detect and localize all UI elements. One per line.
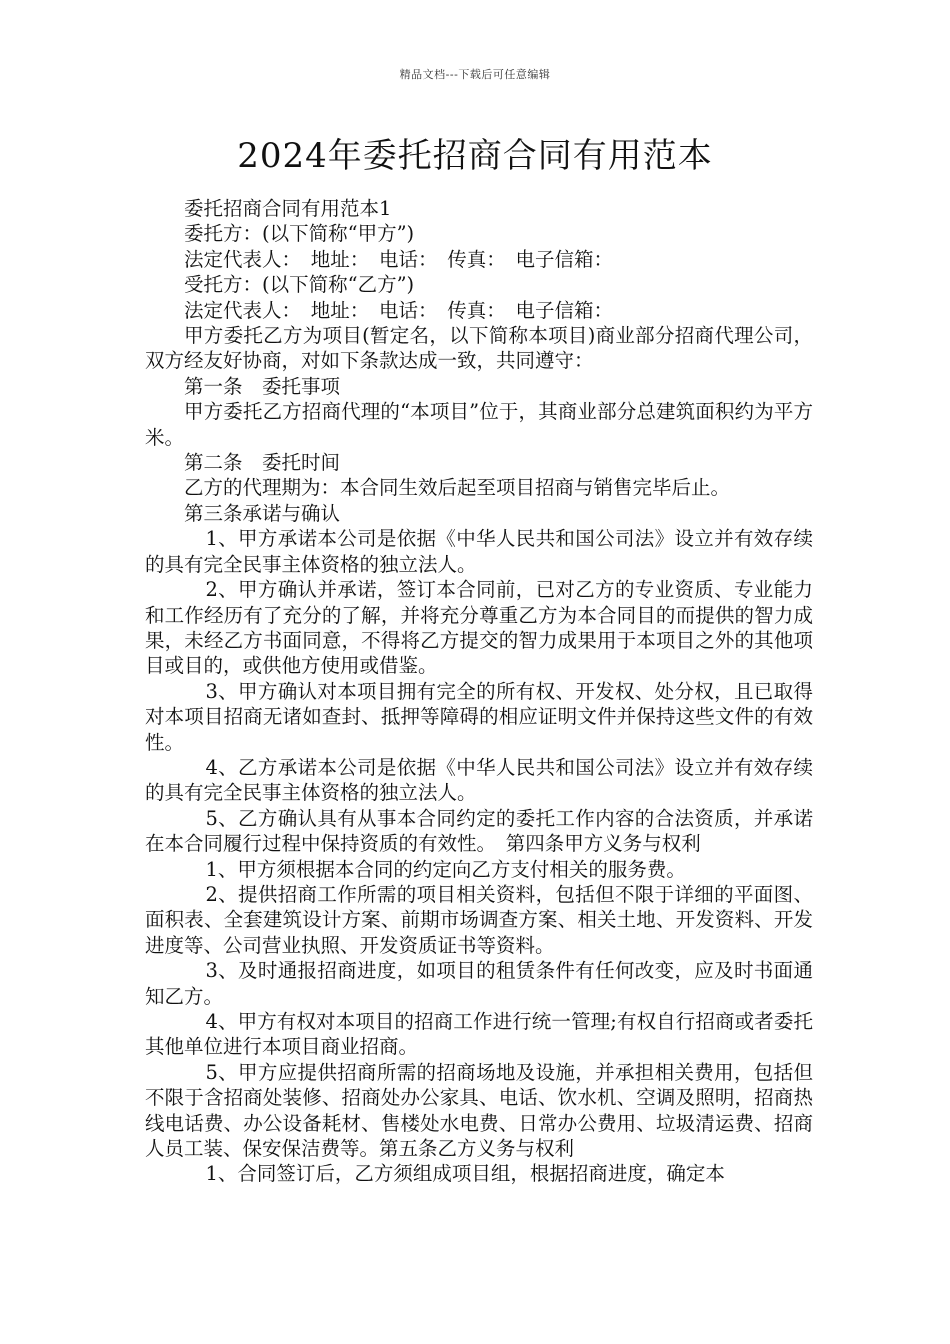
paragraph-party-b: 受托方：(以下简称“乙方”) [184, 273, 415, 297]
article-4-item-3: 3、及时通报招商进度，如项目的租赁条件有任何改变，应及时书面通知乙方。 [145, 959, 813, 1008]
document-body [145, 196, 813, 1187]
article-1-heading: 第一条 委托事项 [184, 374, 341, 398]
article-5-item-1: 1、合同签订后，乙方须组成项目组，根据招商进度，确定本 [205, 1162, 725, 1186]
paragraph-party-b-contact: 法定代表人： 地址： 电话： 传真： 电子信箱： [184, 298, 614, 322]
article-3-item-2: 2、甲方确认并承诺，签订本合同前，已对乙方的专业资质、专业能力和工作经历有了充分的了解，并将充分尊重乙方为本合同目的而提供的智力成果，未经乙方书面同意，不得将乙方提交的智力成果用于本项目之外的其他项目或目的，或供他方使用或借鉴。 [145, 578, 813, 678]
paragraph-party-a-contact: 法定代表人： 地址： 电话： 传真： 电子信箱： [184, 247, 614, 271]
article-3-item-5: 5、乙方确认具有从事本合同约定的委托工作内容的合法资质，并承诺在本合同履行过程中保持资质的有效性。 第四条甲方义务与权利 [145, 806, 813, 856]
paragraph-subtitle: 委托招商合同有用范本1 [184, 197, 392, 220]
document-title: 2024年委托招商合同有用范本 [237, 136, 713, 176]
article-1-text: 甲方委托乙方招商代理的“本项目”位于，其商业部分总建筑面积约为平方米。 [145, 400, 813, 449]
article-4-item-4: 4、甲方有权对本项目的招商工作进行统一管理;有权自行招商或者委托其他单位进行本项目商业招商。 [145, 1010, 813, 1059]
article-2-heading: 第二条 委托时间 [184, 451, 341, 475]
article-4-item-2: 2、提供招商工作所需的项目相关资料，包括但不限于详细的平面图、面积表、全套建筑设计方案、前期市场调查方案、相关土地、开发资料、开发进度等、公司营业执照、开发资质证书等资料。 [145, 882, 813, 957]
article-4-item-5: 5、甲方应提供招商所需的招商场地及设施，并承担相关费用，包括但不限于含招商处装修、招商处办公家具、电话、饮水机、空调及照明，招商热线电话费、办公设备耗材、售楼处水电费、日常办公费用、垃圾清运费、招商人员工装、保安保洁费等。第五条乙方义务与权利 [145, 1060, 813, 1161]
header-note: 精品文档---下载后可任意编辑 [399, 68, 551, 81]
paragraph-preamble: 甲方委托乙方为项目(暂定名，以下简称本项目)商业部分招商代理公司，双方经友好协商，对如下条款达成一致，共同遵守： [145, 324, 813, 373]
article-2-text: 乙方的代理期为：本合同生效后起至项目招商与销售完毕后止。 [184, 476, 731, 500]
article-3-item-1: 1、甲方承诺本公司是依据《中华人民共和国公司法》设立并有效存续的具有完全民事主体资格的独立法人。 [145, 527, 813, 576]
article-3-heading: 第三条承诺与确认 [184, 501, 341, 525]
article-3-item-4: 4、乙方承诺本公司是依据《中华人民共和国公司法》设立并有效存续的具有完全民事主体资格的独立法人。 [145, 755, 813, 805]
article-3-item-3: 3、甲方确认对本项目拥有完全的所有权、开发权、处分权，且已取得对本项目招商无诸如查封、抵押等障碍的相应证明文件并保持这些文件的有效性。 [145, 679, 813, 754]
article-4-item-1: 1、甲方须根据本合同的约定向乙方支付相关的服务费。 [205, 857, 686, 881]
paragraph-party-a: 委托方：(以下简称“甲方”) [184, 222, 415, 246]
